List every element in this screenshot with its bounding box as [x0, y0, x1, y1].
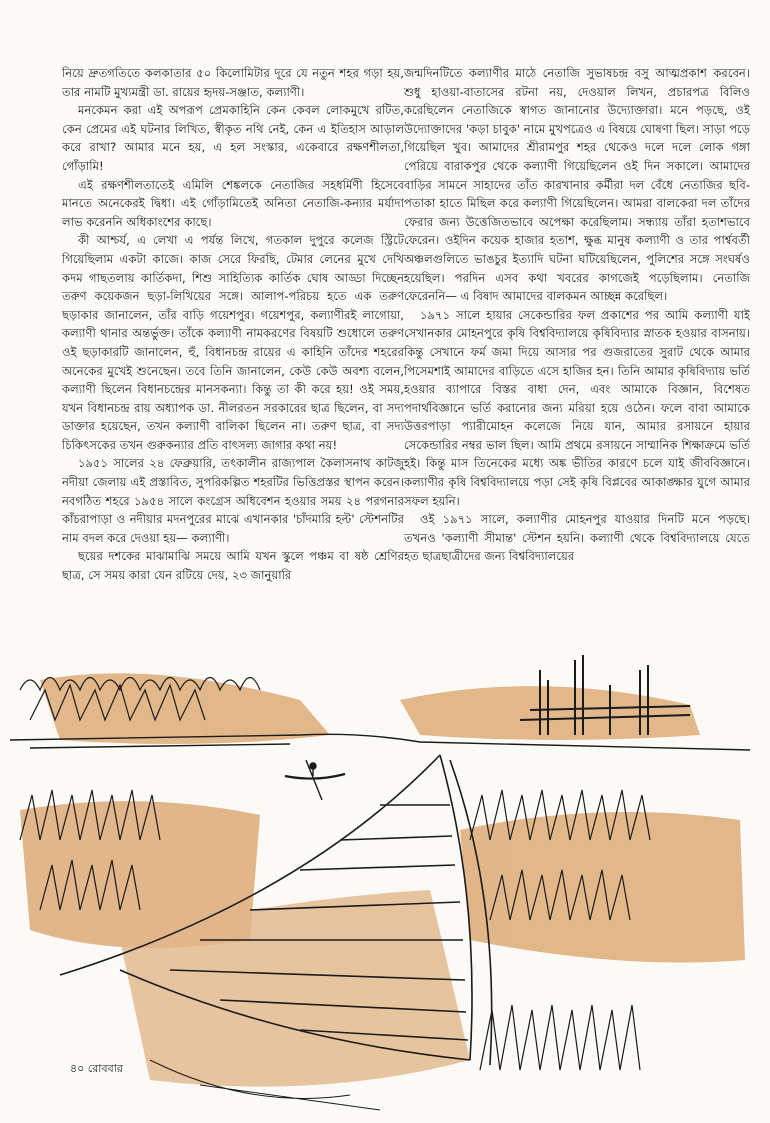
paragraph: এই রক্ষণশীলতাতেই এমিলি শেঙ্কলকে নেতাজির সহধর্মিণী হিসেবে মানতে অনেকেরই দ্বিধা। এই গোঁড়ামিতেই অনিতা নেতাজি-কন্যার মর্যাদা লাভ করেননি অধিকাংশের কাছে।: [62, 177, 404, 229]
paragraph: ১৯৫১ সালের ২৪ ফেব্রুয়ারি, তৎকালীন রাজ্যপাল কৈলাসনাথ কাটজু নদীয়া জেলায় এই প্রস্তাবিত, সুপরিকল্পিত শহরটির ভিত্তিপ্রস্তর স্থাপন করেন। নবগঠিত শহরে ১৯৫৪ সালে কংগ্রেস অধিবেশন হওয়ার সময় ২৪ পরগনার কাঁচরাপাড়া ও নদীয়ার মদনপুরের মাঝে এখানকার 'চাঁদমারি হল্ট' স্টেশনটির নাম বদল করে দেওয়া হয়— কল্যাণী।: [62, 456, 404, 545]
paragraph: ১৯৭১ সালে হায়ার সেকেন্ডারির ফল প্রকাশের পর আমি কল্যাণী যাই সেখানকার মোহনপুরে কৃষি বিশ্ববিদ্যালয়ে কৃষিবিদ্যার স্নাতক হওয়ার বাসনায়। কিন্তু সেখানে ফর্ম জমা দিয়ে আসার পর গুজরাতের সুরাট থেকে আমার পিসেমশাই আমাদের বাড়িতে এসে হাজির হন। তিনি আমার কৃষিবিদ্যায় ভর্তি হওয়ার ব্যাপারে বিস্তর বাধা দেন, এবং আমাকে বিজ্ঞান, বিশেষত পদার্থবিজ্ঞানে ভর্তি করানোর জন্য মরিয়া হয়ে ওঠেন। ফলে বাবা আমাকে উত্তরপাড়া প্যারীমোহন কলেজে নিয়ে যান, আমার রসায়নে হায়ার সেকেন্ডারির নম্বর ভাল ছিল। আমি প্রথমে রসায়নে সাম্মানিক শিক্ষাক্রমে ভর্তি হই। কিন্তু মাস তিনেকের মধ্যে অঙ্ক ভীতির কারণে চলে যাই জীববিজ্ঞানে। কল্যাণীর কৃষি বিশ্ববিদ্যালয়ে পড়া সেই কৃষি বিপ্লবের আকাঙ্ক্ষার যুগে আমার সফল হয়নি।: [404, 307, 750, 508]
paragraph: ছয়ের দশকের মাঝামাঝি সময়ে আমি যখন স্কুলে পঞ্চম বা ষষ্ঠ শ্রেণির ছাত্র, সে সময় কারা যেন রটিয়ে দেয়, ২৩ জানুয়ারি: [62, 549, 404, 583]
paragraph: নিয়ে দ্রুতগতিতে কলকাতার ৫০ কিলোমিটার দূরে যে নতুন শহর গড়া হয়, তার নামটি মুখ্যমন্ত্রী ডা. রায়ের হৃদয়-সঞ্জাত, কল্যাণী।: [62, 66, 404, 99]
paragraph: মনকেমন করা এই অপরূপ প্রেমকাহিনি কেন কেবল লোকমুখে রটিত, কেন প্রেমের এই ঘটনার লিখিত, স্বীকৃত নথি নেই, কেন এ ইতিহাস আড়াল করে রাখা? আমার মনে হয়, এ হল সংস্কার, একেবারে রক্ষণশীলতা, গোঁড়ামি!: [62, 103, 404, 173]
ochre-wash: [20, 673, 745, 1086]
river-boat-sketch-illustration: [0, 640, 770, 1123]
paragraph: ওই ১৯৭১ সালে, কল্যাণীর মোহনপুর যাওয়ার দিনটি মনে পড়ছে। তখনও 'কল্যাণী সীমান্ত' স্টেশন হয়নি। কল্যাণী থেকে বিশ্ববিদ্যালয়ে যেতে হত ছাত্রছাত্রীদের জন্য বিশ্ববিদ্যালয়ের: [404, 512, 750, 564]
distant-boat-icon: [285, 760, 345, 800]
page-folio: ৪০ রোববার: [70, 1062, 123, 1075]
article-column-left: [62, 64, 404, 585]
paragraph: জন্মদিনটিতে কল্যাণীর মাঠে নেতাজি সুভাষচন্দ্র বসু আত্মপ্রকাশ করবেন। শুধু হাওয়া-বাতাসের রটনা নয়, দেওয়াল লিখন, প্রচারপত্র বিলিও করেছিলেন নেতাজিকে স্বাগত জানানোর উদ্যোক্তারা। মনে পড়ছে, ওই উদ্যোক্তাদের 'কড়া চাবুক' নামে মুখপত্রেও এ বিষয়ে ঘোষণা ছিল। সাড়া পড়ে গিয়েছিল খুব। আমাদের শ্রীরামপুর শহর থেকেও দলে দলে লোক গঙ্গা পেরিয়ে বারাকপুর থেকে কল্যাণী গিয়েছিলেন ওই দিন সকালে। আমাদের বাড়ির সামনে সাহাদের তাঁত কারখানার কর্মীরা দল বেঁধে নেতাজির ছবি-পতাকা হাতে মিছিল করে কল্যাণী গিয়েছিলেন। আমরা বালকেরা দল তাঁদের ফেরার জন্য উত্তেজিতভাবে অপেক্ষা করেছিলাম। সন্ধ্যায় তাঁরা হতাশভাবে ফেরেন। ওইদিন কয়েক হাজার হতাশ, ক্ষুব্ধ মানুষ কল্যাণী ও তার পার্শ্ববর্তী অঞ্চলগুলিতে ভাঙচুর ইত্যাদি ঘটনা ঘটিয়েছিলেন, পুলিশের সঙ্গে সংঘর্ষও হয়েছিল। পরদিন এসব কথা খবরের কাগজেই পড়েছিলাম। নেতাজি ফেরেননি— এ বিষাদ আমাদের বালকমন আচ্ছন্ন করেছিল।: [404, 66, 750, 304]
article-column-right: [404, 64, 750, 566]
paragraph: কী আশ্চর্য, এ লেখা এ পর্যন্ত লিখে, গতকাল দুপুরে কলেজ স্ট্রিটে গিয়েছিলাম একটা কাজে। কাজ সেরে ফিরছি, টেমার লেনের মুখে দেখি কদম গাছতলায় কার্তিকদা, শিশু সাহিত্যিক কার্তিক ঘোষ আড্ডা দিচ্ছেন তরুণ কয়েকজন ছড়া-লিখিয়ের সঙ্গে। আলাপ-পরিচয় হতে এক তরুণ ছড়াকার জানালেন, তাঁর বাড়ি গয়েশপুর। গয়েশপুর, কল্যাণীরই লাগোয়া, কল্যাণী থানার অন্তর্ভুক্ত। তাঁকে কল্যাণী নামকরণের বিষয়টি শুধোলে তরুণ ওই ছড়াকারটি জানালেন, হুঁ, বিধানচন্দ্র রায়ের এ কাহিনি তাঁদের শহরের অনেকের মুখেই শুনেছেন। তবে তিনি জানালেন, কেউ কেউ অবশ্য বলেন, কল্যাণী ছিলেন বিধানচন্দ্রের মানসকন্যা। কিন্তু তা কী করে হয়! ওই সময়, যখন বিধানচন্দ্র রায় অধ্যাপক ডা. নীলরতন সরকারের ছাত্র ছিলেন, বা সদ্য ডাক্তার হয়েছেন, তখন কল্যাণী বালিকা ছিলেন না। তরুণ ছাত্র, বা সদ্য চিকিৎসকের তখন গুরুকন্যার প্রতি বাৎসল্য জাগার কথা নয়!: [62, 233, 404, 452]
